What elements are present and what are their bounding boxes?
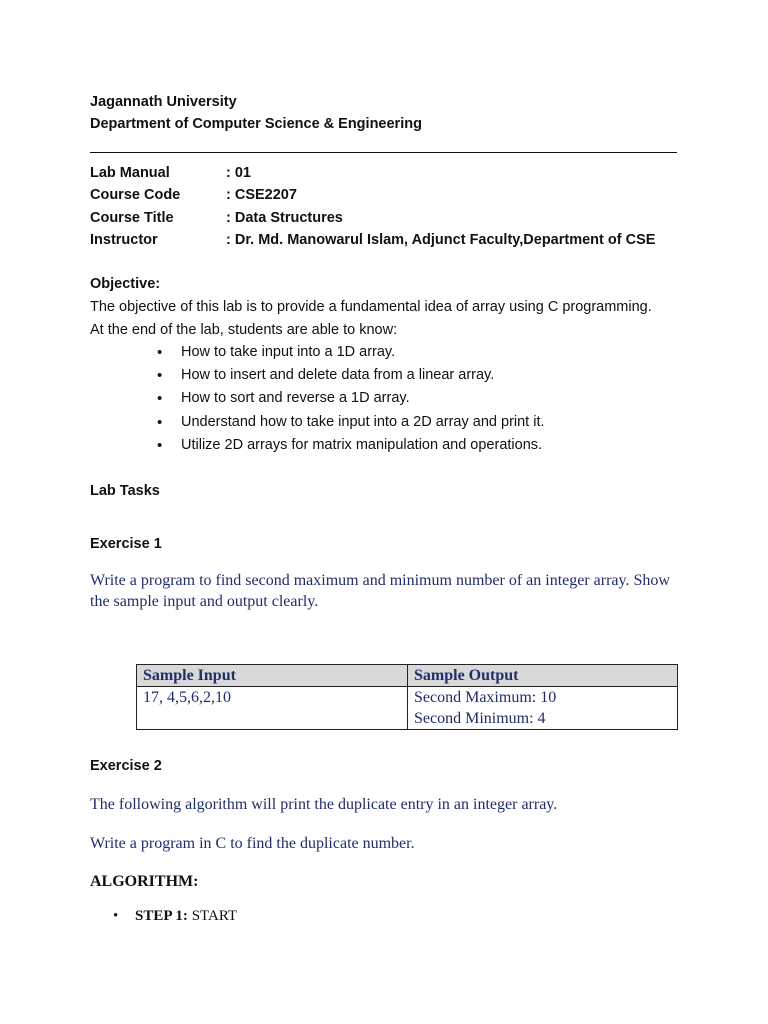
header-divider — [90, 152, 677, 153]
objective-line-2: At the end of the lab, students are able to know: — [90, 322, 398, 338]
algorithm-heading: ALGORITHM: — [90, 873, 199, 890]
list-item: • Understand how to take input into a 2D array and print it. — [157, 411, 545, 434]
list-item: • How to sort and reverse a 1D array. — [157, 387, 545, 410]
list-item: • How to insert and delete data from a linear array. — [157, 364, 545, 387]
objective-bullet-list — [157, 341, 545, 457]
exercise-2-title: Exercise 2 — [90, 758, 162, 774]
bullet-icon: • — [113, 908, 119, 924]
list-item: • How to take input into a 1D array. — [157, 341, 545, 364]
sample-output-line: Second Minimum: 4 — [414, 710, 546, 727]
exercise-1-line-1: Write a program to find second maximum and minimum number of an integer array. Show — [90, 572, 670, 589]
header-sample-output: Sample Output — [408, 665, 678, 687]
meta-label-course-code: Course Code — [90, 187, 181, 203]
sample-output-line: Second Maximum: 10 — [414, 689, 557, 706]
meta-value-course-title: : Data Structures — [226, 210, 343, 226]
meta-value-lab-manual: : 01 — [226, 165, 251, 181]
department-name: Department of Computer Science & Engineering — [90, 116, 422, 132]
exercise-1-line-2: the sample input and output clearly. — [90, 593, 319, 610]
header-sample-input: Sample Input — [137, 665, 408, 687]
table-header-row — [137, 665, 678, 687]
step-label: STEP 1: — [135, 908, 188, 924]
exercise-1-title: Exercise 1 — [90, 536, 162, 552]
lab-tasks-heading: Lab Tasks — [90, 483, 160, 499]
meta-label-instructor: Instructor — [90, 232, 158, 248]
university-name: Jagannath University — [90, 94, 237, 110]
exercise-2-line-2: Write a program in C to find the duplicate number. — [90, 835, 415, 852]
list-item: • Utilize 2D arrays for matrix manipulation and operations. — [157, 434, 545, 457]
meta-value-course-code: : CSE2207 — [226, 187, 297, 203]
sample-io-table — [136, 664, 678, 730]
objective-line-1: The objective of this lab is to provide a fundamental idea of array using C programming. — [90, 299, 652, 315]
exercise-2-line-1: The following algorithm will print the duplicate entry in an integer array. — [90, 796, 558, 813]
objective-heading: Objective: — [90, 276, 161, 292]
meta-label-lab-manual: Lab Manual — [90, 165, 170, 181]
meta-value-instructor: : Dr. Md. Manowarul Islam, Adjunct Faculty,Department of CSE — [226, 232, 656, 248]
table-row — [137, 687, 678, 730]
algorithm-step — [113, 908, 237, 925]
step-text: START — [191, 908, 238, 924]
meta-label-course-title: Course Title — [90, 210, 174, 226]
sample-output-cell — [408, 687, 678, 730]
sample-input-value: 17, 4,5,6,2,10 — [137, 687, 408, 730]
